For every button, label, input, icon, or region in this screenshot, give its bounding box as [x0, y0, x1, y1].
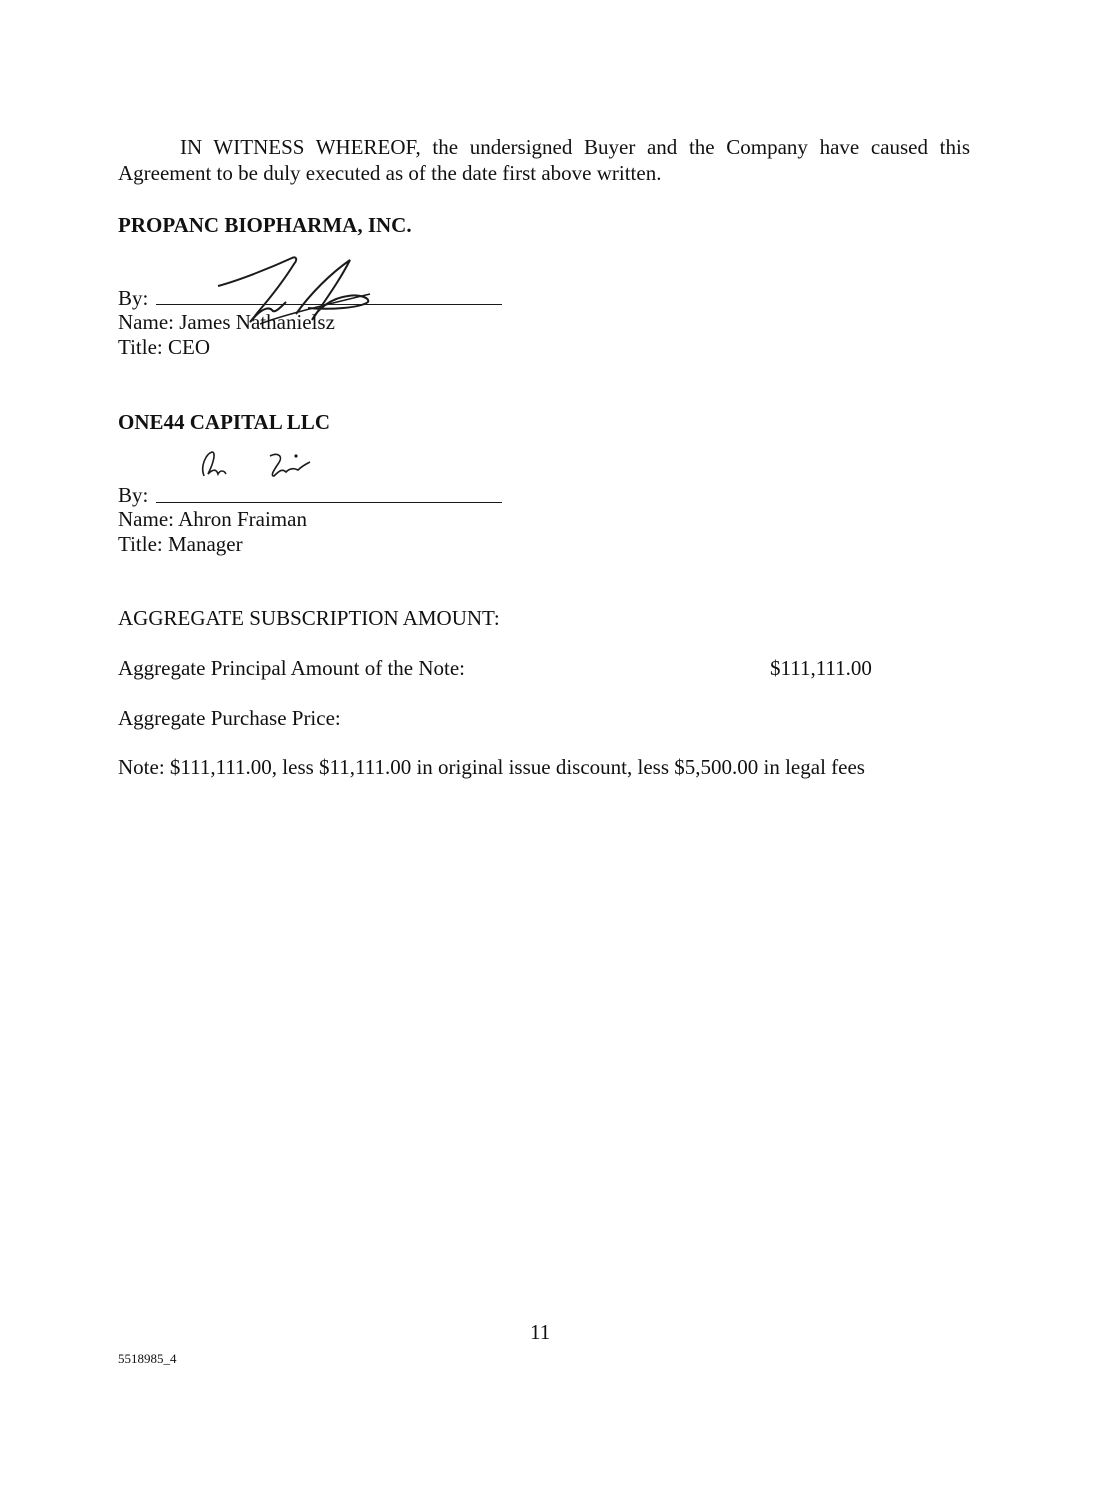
- subscription-heading: AGGREGATE SUBSCRIPTION AMOUNT:: [118, 606, 500, 630]
- buyer-by-label: By:: [118, 483, 149, 507]
- buyer-signature-image: [190, 446, 340, 496]
- purchase-price-label: Aggregate Purchase Price:: [118, 706, 341, 730]
- principal-value: $111,111.00: [770, 656, 872, 680]
- buyer-signature-line: [156, 502, 502, 503]
- page-number: 11: [530, 1320, 551, 1344]
- company-by-label: By:: [118, 286, 149, 310]
- document-id: 5518985_4: [118, 1351, 177, 1366]
- note-text: Note: $111,111.00, less $11,111.00 in original issue discount, less $5,500.00 in legal fees: [118, 755, 865, 779]
- company-name: PROPANC BIOPHARMA, INC.: [118, 213, 412, 237]
- principal-label: Aggregate Principal Amount of the Note:: [118, 656, 466, 680]
- buyer-signer-name: Name: Ahron Fraiman: [118, 507, 307, 531]
- company-signer-name: Name: James Nathanielsz: [118, 310, 335, 334]
- witness-paragraph: [118, 134, 970, 186]
- witness-text: IN WITNESS WHEREOF, the undersigned Buyer and the Company have caused this Agreement to be duly executed as of the date first above written.: [118, 135, 970, 185]
- buyer-name: ONE44 CAPITAL LLC: [118, 410, 330, 434]
- company-signer-title: Title: CEO: [118, 335, 210, 359]
- buyer-signer-title: Title: Manager: [118, 532, 243, 556]
